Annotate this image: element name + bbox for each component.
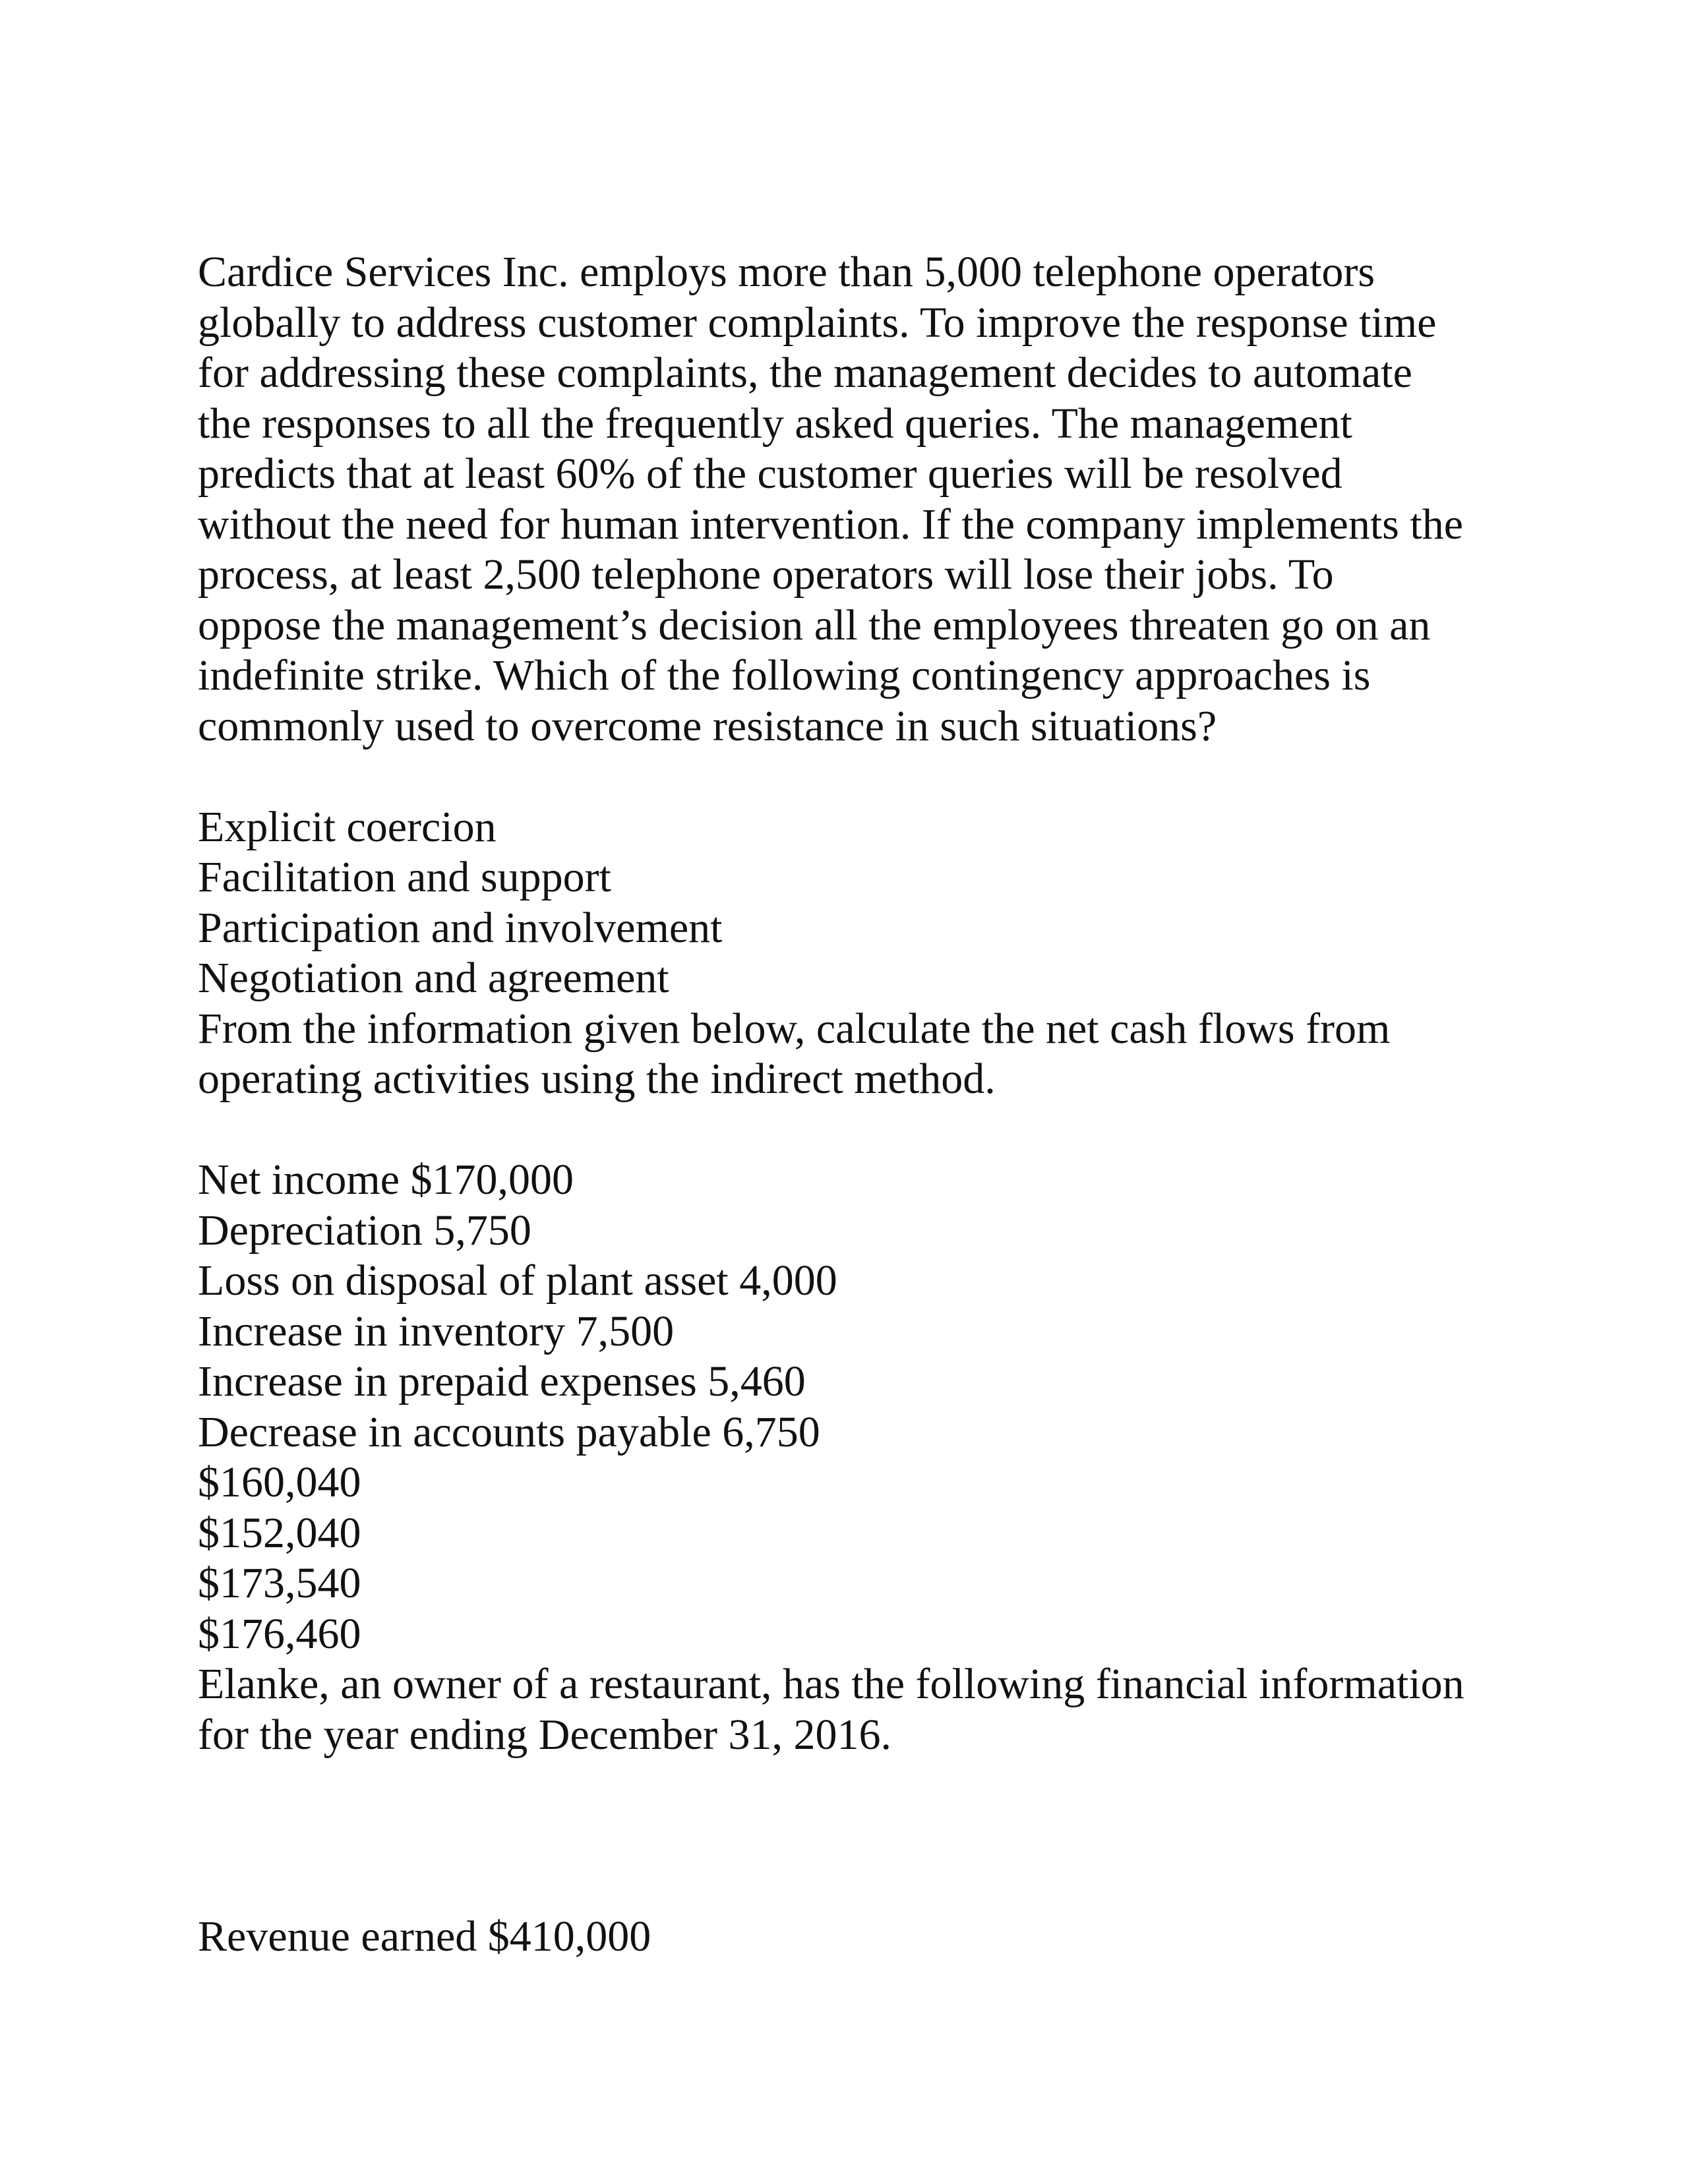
- question-2-stem: [198, 1004, 1517, 1105]
- question-2-data-line: Increase in inventory 7,500: [198, 1307, 675, 1355]
- question-1-stem-line: for addressing these complaints, the management decides to automate: [198, 349, 1412, 397]
- question-2-stem-line: operating activities using the indirect method.: [198, 1055, 996, 1103]
- question-3-stem-line: Elanke, an owner of a restaurant, has the following financial information: [198, 1660, 1464, 1708]
- question-2-option: $152,040: [198, 1508, 361, 1557]
- question-2-data: [198, 1155, 1517, 1458]
- paragraph-gap: [198, 1105, 1517, 1156]
- paragraph-gap: [198, 1760, 1517, 1912]
- paragraph-gap: [198, 752, 1517, 802]
- document-body: [198, 247, 1517, 1962]
- question-2-option: $176,460: [198, 1609, 361, 1658]
- question-1-options: [198, 802, 1517, 1004]
- question-1-stem-line: globally to address customer complaints. To improve the response time: [198, 298, 1437, 347]
- question-2-data-line: Depreciation 5,750: [198, 1206, 531, 1254]
- question-2-stem-line: From the information given below, calculate the net cash flows from: [198, 1004, 1391, 1053]
- question-2-option: $173,540: [198, 1559, 361, 1607]
- question-1-stem-line: the responses to all the frequently asked queries. The management: [198, 399, 1352, 448]
- question-3-stem: [198, 1659, 1517, 1760]
- question-1-stem: [198, 247, 1517, 752]
- question-1-option: Participation and involvement: [198, 903, 723, 952]
- question-2-data-line: Loss on disposal of plant asset 4,000: [198, 1256, 837, 1305]
- question-1-option: Negotiation and agreement: [198, 954, 669, 1002]
- question-1-stem-line: process, at least 2,500 telephone operators will lose their jobs. To: [198, 550, 1334, 599]
- question-1-stem-line: Cardice Services Inc. employs more than 5,000 telephone operators: [198, 248, 1375, 296]
- question-1-option: Facilitation and support: [198, 853, 611, 901]
- question-2-data-line: Increase in prepaid expenses 5,460: [198, 1357, 806, 1405]
- question-3-data: [198, 1912, 1517, 1963]
- question-2-data-line: Decrease in accounts payable 6,750: [198, 1407, 820, 1456]
- question-2-options: [198, 1458, 1517, 1659]
- question-1-stem-line: oppose the management’s decision all the employees threaten go on an: [198, 601, 1431, 649]
- question-3-data-line: Revenue earned $410,000: [198, 1912, 651, 1961]
- question-1-stem-line: without the need for human intervention. If the company implements the: [198, 500, 1463, 548]
- question-3-stem-line: for the year ending December 31, 2016.: [198, 1710, 891, 1759]
- question-1-option: Explicit coercion: [198, 802, 497, 851]
- question-1-stem-line: indefinite strike. Which of the following contingency approaches is: [198, 651, 1371, 699]
- question-1-stem-line: predicts that at least 60% of the customer queries will be resolved: [198, 450, 1342, 498]
- question-2-data-line: Net income $170,000: [198, 1156, 574, 1204]
- question-1-stem-line: commonly used to overcome resistance in such situations?: [198, 701, 1217, 750]
- question-2-option: $160,040: [198, 1458, 361, 1506]
